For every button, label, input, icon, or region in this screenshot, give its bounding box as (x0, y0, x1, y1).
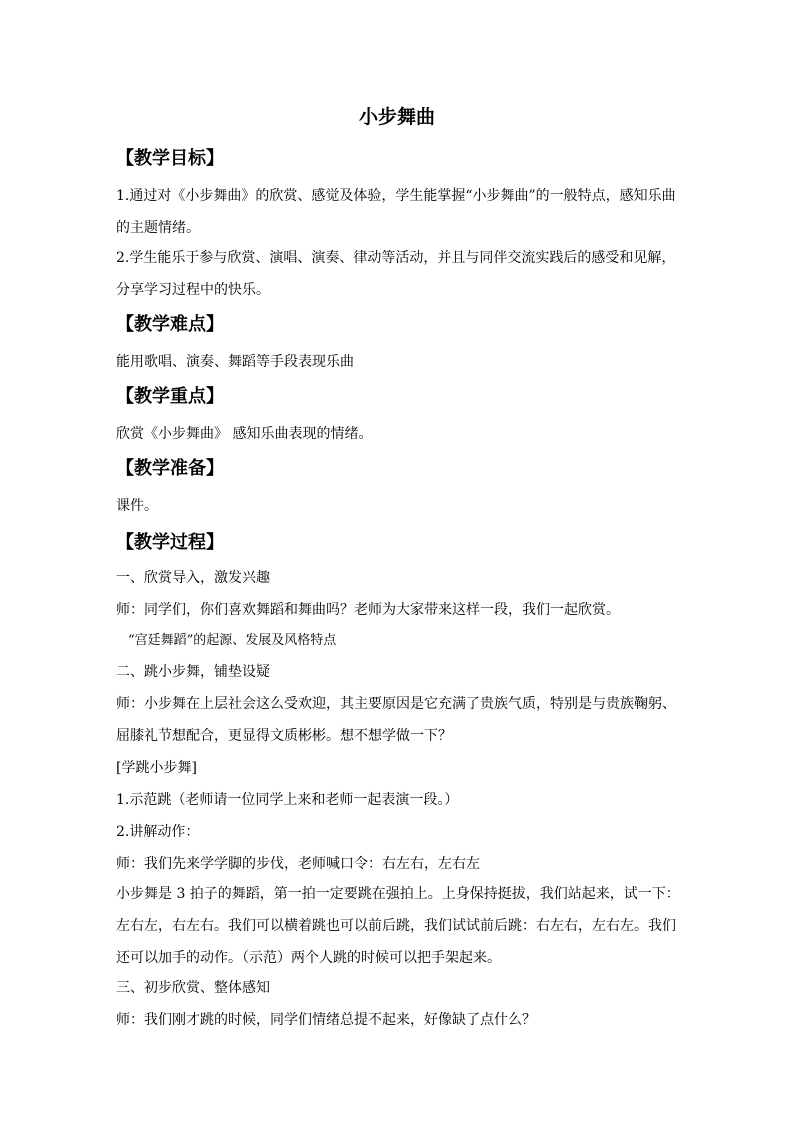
section-2-paragraph-1: 师：小步舞在上层社会这么受欢迎，其主要原因是它充满了贵族气质，特别是与贵族鞠躬、屈膝礼节想配合，更显得文质彬彬。想不想学做一下？ (116, 696, 676, 744)
prep-text: 课件。 (116, 498, 158, 514)
section-2-bracket-label: [学跳小步舞] (116, 760, 197, 776)
difficulty-text: 能用歌唱、演奏、舞蹈等手段表现乐曲 (116, 354, 354, 370)
section-2-item-2: 2.讲解动作： (116, 824, 200, 840)
heading-teaching-goals: 【教学目标】 (116, 148, 224, 169)
heading-teaching-difficulty: 【教学难点】 (116, 314, 224, 335)
section-1-note: “宫廷舞蹈”的起源、发展及风格特点 (128, 633, 337, 648)
section-1-paragraph: 师：同学们，你们喜欢舞蹈和舞曲吗？老师为大家带来这样一段，我们一起欣赏。 (116, 602, 620, 618)
goal-paragraph-2: 2.学生能乐于参与欣赏、演唱、演奏、律动等活动，并且与同伴交流实践后的感受和见解，分享学习过程中的快乐。 (116, 250, 676, 298)
heading-teaching-process: 【教学过程】 (116, 532, 224, 553)
section-2-heading: 二、跳小步舞，铺垫设疑 (116, 664, 270, 680)
heading-teaching-prep: 【教学准备】 (116, 458, 224, 479)
key-text: 欣赏《小步舞曲》 感知乐曲表现的情绪。 (116, 426, 373, 442)
section-1-heading: 一、欣赏导入，激发兴趣 (116, 570, 270, 586)
section-2-paragraph-3: 小步舞是 3 拍子的舞蹈，第一拍一定要跳在强拍上。上身保持挺拔，我们站起来，试一下：左右左，右左右。我们可以横着跳也可以前后跳，我们试试前后跳：右左右，左右左。我们还可以加手的动作。（示范）两个人跳的时候可以把手架起来。 (116, 886, 680, 966)
section-3-heading: 三、初步欣赏、整体感知 (116, 980, 270, 996)
goal-paragraph-1: 1.通过对《小步舞曲》的欣赏、感觉及体验，学生能掌握“小步舞曲”的一般特点，感知乐曲的主题情绪。 (116, 188, 676, 236)
section-3-paragraph: 师：我们刚才跳的时候，同学们情绪总提不起来，好像缺了点什么？ (116, 1012, 536, 1028)
section-2-item-1: 1.示范跳（老师请一位同学上来和老师一起表演一段。） (116, 792, 459, 808)
document-title: 小步舞曲 (358, 106, 435, 128)
heading-teaching-key: 【教学重点】 (116, 386, 224, 407)
section-2-paragraph-2: 师：我们先来学学脚的步伐，老师喊口令：右左右，左右左 (116, 856, 480, 872)
